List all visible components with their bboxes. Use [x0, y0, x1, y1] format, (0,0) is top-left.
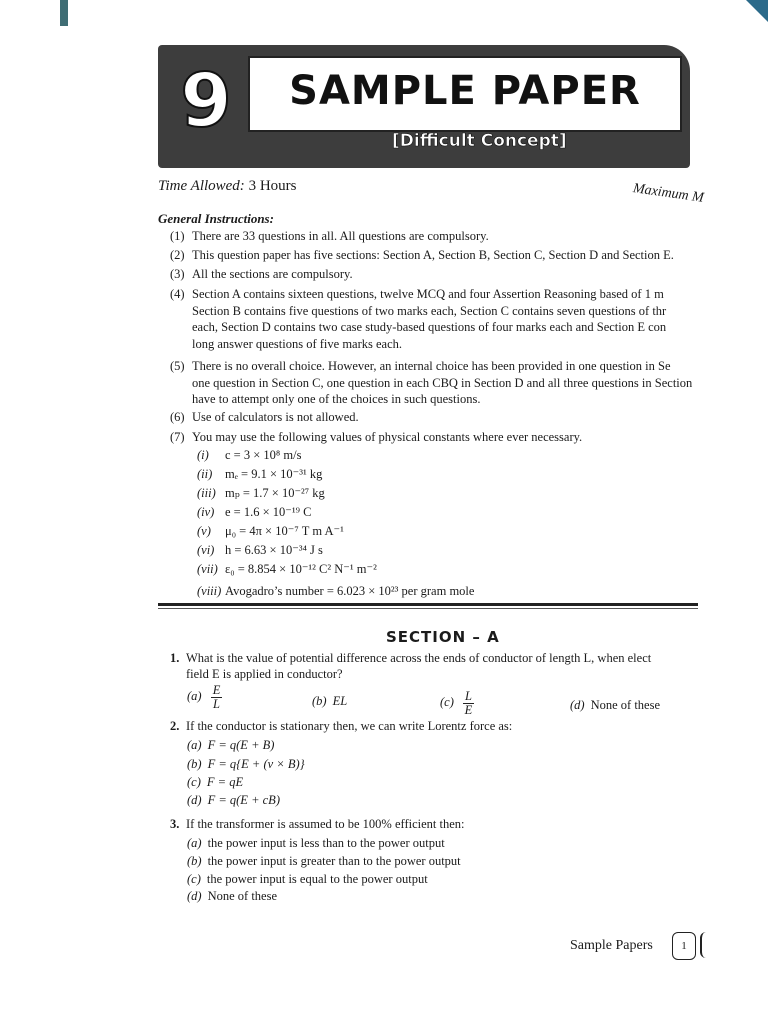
- fraction: $\frac{L}{E}$: [464, 689, 473, 717]
- constant-item: (iii) mₚ = 1.7 × 10⁻²⁷ kg: [197, 486, 325, 500]
- q1-option-b: (b) EL: [312, 694, 348, 708]
- question-2: 2. If the conductor is stationary then, we can write Lorentz force as:: [170, 719, 513, 733]
- paper-number: 9: [180, 58, 232, 144]
- q1-option-c: (c) $\frac{L}{E}$: [440, 689, 473, 717]
- max-marks: Maximum M: [632, 181, 705, 206]
- instruction-7: (7) You may use the following values of physical constants where ever necessary.: [170, 430, 583, 444]
- paper-title: SAMPLE PAPER: [289, 68, 641, 114]
- corner-tab: [60, 0, 68, 26]
- instruction-5: (5) There is no overall choice. However, an internal choice has been provided in one question in Se one question in Section C, one question in each CBQ in Section D and all three questions in Section have to attempt only one of the choices in such questions.: [170, 359, 693, 406]
- instruction-3: (3) All the sections are compulsory.: [170, 267, 353, 281]
- q2-option-b: (b) F = q{E + (v × B)}: [187, 757, 305, 771]
- q3-option-b: (b) the power input is greater than to the power output: [187, 854, 461, 868]
- q2-option-c: (c) F = qE: [187, 775, 244, 789]
- footer-label: Sample Papers: [570, 938, 653, 953]
- q2-option-d: (d) F = q(E + cB): [187, 793, 280, 807]
- instruction-4: (4) Section A contains sixteen questions, twelve MCQ and four Assertion Reasoning based of 1 m Section B contains five questions of two marks each, Section C contains seven questions of thr each, Section D contains two case study-based questions of four marks each and Section E con long answer questions of five marks each.: [170, 287, 667, 351]
- section-divider: [158, 603, 698, 606]
- instructions-heading: General Instructions:: [158, 211, 274, 226]
- q3-option-a: (a) the power input is less than to the power output: [187, 836, 445, 850]
- q1-option-d: (d) None of these: [570, 698, 660, 712]
- constant-item: (v) μ₀ = 4π × 10⁻⁷ T m A⁻¹: [197, 524, 344, 538]
- instruction-1: (1) There are 33 questions in all. All questions are compulsory.: [170, 229, 489, 243]
- title-box: [248, 56, 682, 132]
- q3-option-c: (c) the power input is equal to the power output: [187, 872, 428, 886]
- q1-option-a: (a) $\frac{E}{L}$: [187, 683, 221, 711]
- constant-item: (viii) Avogadro’s number = 6.023 × 10²³ per gram mole: [197, 584, 475, 598]
- constant-item: (ii) mₑ = 9.1 × 10⁻³¹ kg: [197, 467, 323, 481]
- page-number: 1: [672, 932, 696, 960]
- question-1: 1. What is the value of potential difference across the ends of conductor of length L, when elect field E is applied in conductor?: [170, 651, 652, 681]
- instruction-2: (2) This question paper has five sections: Section A, Section B, Section C, Section D and Section E.: [170, 248, 674, 262]
- time-label: Time Allowed:: [158, 178, 245, 194]
- fraction: $\frac{E}{L}$: [212, 683, 221, 711]
- constant-item: (iv) e = 1.6 × 10⁻¹⁹ C: [197, 505, 312, 519]
- corner-marker: [746, 0, 768, 22]
- section-title: SECTION – A: [386, 628, 500, 646]
- paper-subtitle: [Difficult Concept]: [392, 131, 567, 151]
- question-3: 3. If the transformer is assumed to be 100% efficient then:: [170, 817, 465, 831]
- instruction-6: (6) Use of calculators is not allowed.: [170, 410, 359, 424]
- time-value: 3 Hours: [248, 178, 297, 194]
- time-allowed: [158, 178, 296, 195]
- constant-item: (i) c = 3 × 10⁸ m/s: [197, 448, 302, 462]
- constant-item: (vi) h = 6.63 × 10⁻³⁴ J s: [197, 543, 323, 557]
- page-tab: [700, 932, 712, 958]
- q2-option-a: (a) F = q(E + B): [187, 738, 275, 752]
- q3-option-d: (d) None of these: [187, 889, 277, 903]
- constant-item: (vii) ε₀ = 8.854 × 10⁻¹² C² N⁻¹ m⁻²: [197, 562, 377, 576]
- section-divider-thin: [158, 608, 698, 609]
